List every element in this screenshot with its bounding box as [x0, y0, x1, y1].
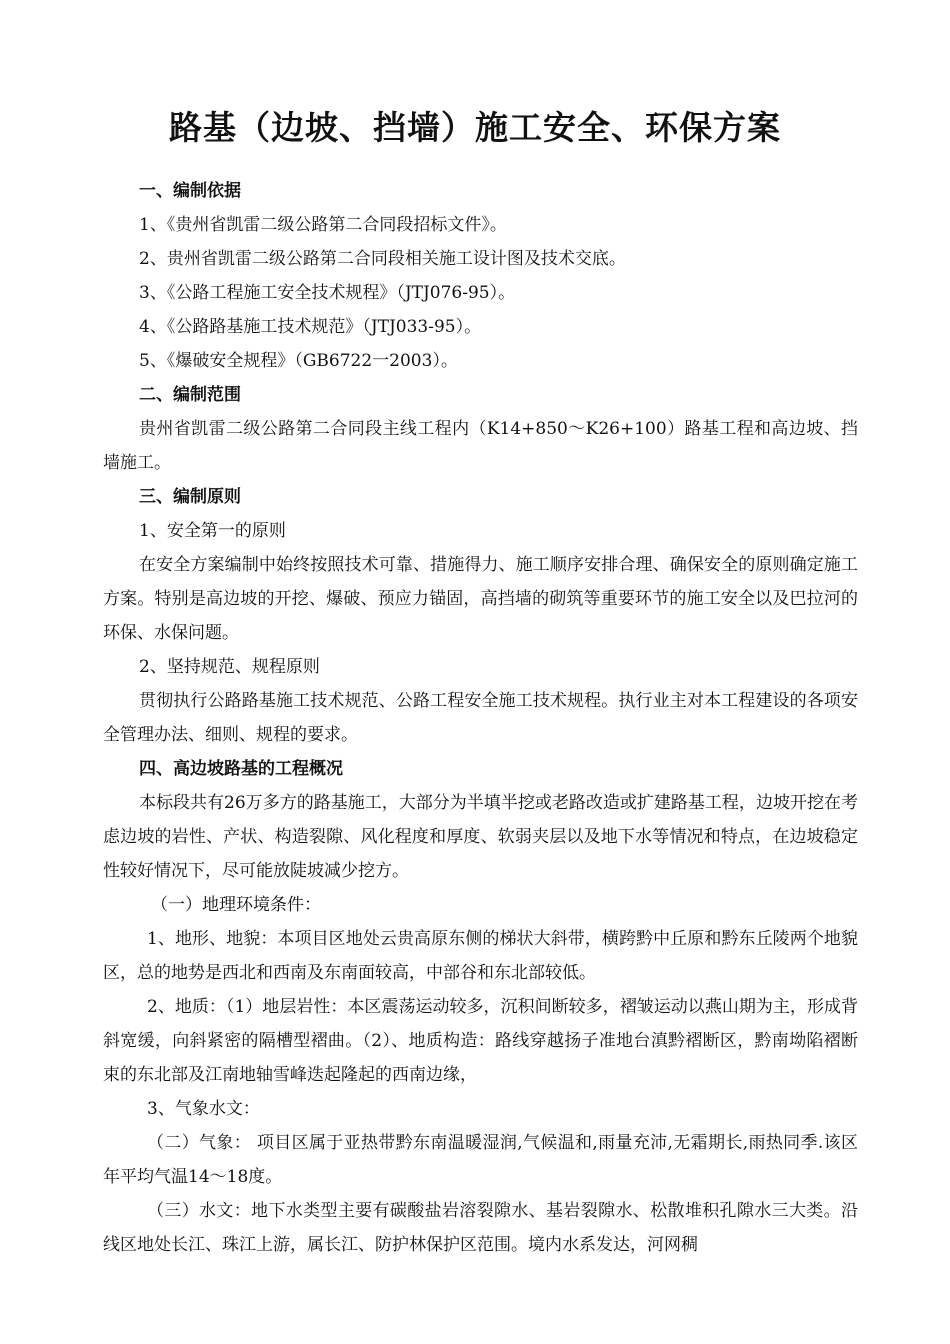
basis-item-5: 5、《爆破安全规程》（GB6722一2003）。: [139, 351, 458, 371]
section-heading-scope: 二、编制范围: [139, 385, 241, 405]
basis-item-4: 4、《公路路基施工技术规范》（JTJ033-95）。: [139, 317, 482, 337]
hydrology-paragraph: （三）水文：地下水类型主要有碳酸盐岩溶裂隙水、基岩裂隙水、松散堆积孔隙水三大类。沿线区地处长江、珠江上游，属长江、防护林保护区范围。境内水系发达，河网稠: [103, 1201, 858, 1255]
principle-1-heading: 1、安全第一的原则: [139, 521, 286, 541]
overview-paragraph: 本标段共有26万多方的路基施工，大部分为半填半挖或老路改造或扩建路基工程，边坡开挖在考虑边坡的岩性、产状、构造裂隙、风化程度和厚度、软弱夹层以及地下水等情况和特点，在边坡稳定性较好情况下，尽可能放陡坡减少挖方。: [103, 793, 858, 881]
climate-hydrology-heading: 3、气象水文：: [147, 1099, 260, 1119]
climate-paragraph: （二）气象： 项目区属于亚热带黔东南温暖湿润,气候温和,雨量充沛,无霜期长,雨热同季.该区年平均气温14～18度。: [103, 1133, 858, 1187]
basis-item-2: 2、贵州省凯雷二级公路第二合同段相关施工设计图及技术交底。: [139, 249, 626, 269]
geology-paragraph: 2、地质：（1）地层岩性：本区震荡运动较多，沉积间断较多，褶皱运动以燕山期为主，形成背斜宽缓，向斜紧密的隔槽型褶曲。（2）、地质构造：路线穿越扬子准地台滇黔褶断区，黔南坳陷褶断束的东北部及江南地轴雪峰迭起隆起的西南边缘，: [103, 997, 858, 1085]
section-heading-principles: 三、编制原则: [139, 487, 241, 507]
basis-item-1: 1、《贵州省凯雷二级公路第二合同段招标文件》。: [139, 215, 507, 235]
geo-env-heading: （一）地理环境条件：: [151, 895, 321, 915]
document-title: 路基（边坡、挡墙）施工安全、环保方案: [169, 108, 781, 147]
document-body: [103, 174, 858, 1262]
terrain-paragraph: 1、地形、地貌：本项目区地处云贵高原东侧的梯状大斜带，横跨黔中丘原和黔东丘陵两个地貌区，总的地势是西北和西南及东南面较高，中部谷和东北部较低。: [103, 929, 858, 983]
basis-item-3: 3、《公路工程施工安全技术规程》（JTJ076-95）。: [139, 283, 516, 303]
section-heading-overview: 四、高边坡路基的工程概况: [139, 759, 343, 779]
scope-paragraph: 贵州省凯雷二级公路第二合同段主线工程内（K14+850～K26+100）路基工程和高边坡、挡墙施工。: [103, 419, 858, 473]
principle-1-paragraph: 在安全方案编制中始终按照技术可靠、措施得力、施工顺序安排合理、确保安全的原则确定施工方案。特别是高边坡的开挖、爆破、预应力锚固，高挡墙的砌筑等重要环节的施工安全以及巴拉河的环保、水保问题。: [103, 555, 858, 643]
principle-2-heading: 2、坚持规范、规程原则: [139, 657, 320, 677]
section-heading-basis: 一、编制依据: [139, 181, 241, 201]
principle-2-paragraph: 贯彻执行公路路基施工技术规范、公路工程安全施工技术规程。执行业主对本工程建设的各项安全管理办法、细则、规程的要求。: [103, 691, 858, 745]
